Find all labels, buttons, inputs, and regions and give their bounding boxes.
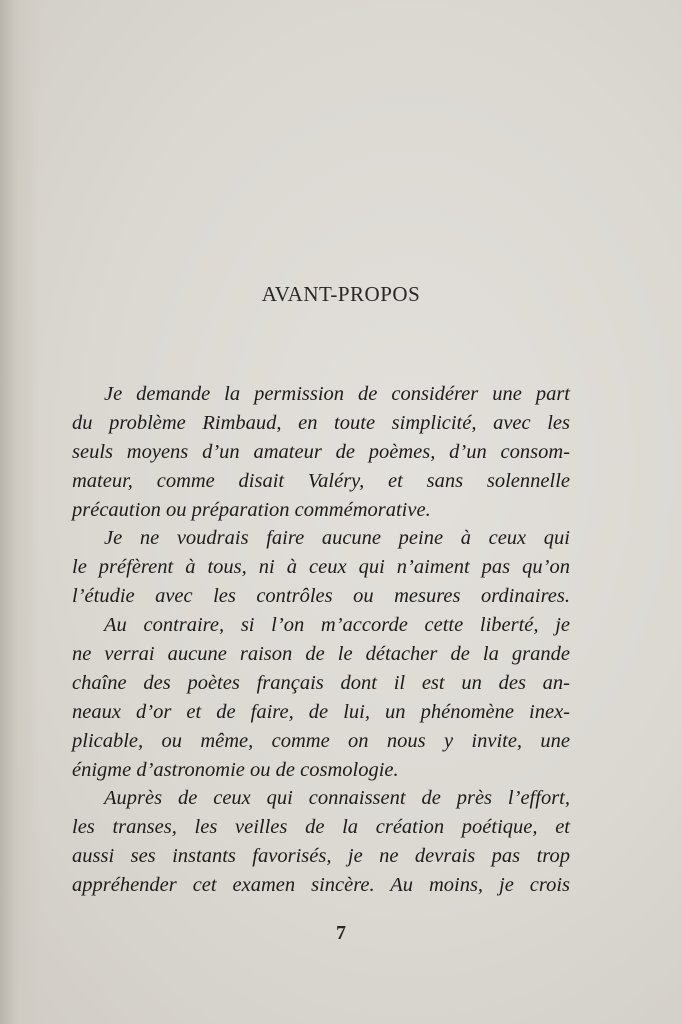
text-line: Je ne voudrais faire aucune peine à ceux qui <box>104 527 570 550</box>
text-line: énigme d’astronomie ou de cosmologie. <box>72 758 399 781</box>
page-number: 7 <box>336 922 346 944</box>
text-line: Auprès de ceux qui connaissent de près l’effort, <box>104 787 570 810</box>
text-line: plicable, ou même, comme on nous y invite, une <box>72 729 570 752</box>
text-line: Je demande la permission de considérer une part <box>104 383 570 405</box>
page-gutter-shadow <box>0 0 40 1024</box>
text-line: appréhender cet examen sincère. Au moins, je crois <box>72 874 570 897</box>
text-line: neaux d’or et de faire, de lui, un phénomène inex- <box>72 700 570 723</box>
text-line: les transes, les veilles de la création poétique, et <box>72 816 570 839</box>
chapter-heading: AVANT-PROPOS <box>261 282 421 306</box>
text-line: aussi ses instants favorisés, je ne devrais pas trop <box>72 845 570 868</box>
text-line: mateur, comme disait Valéry, et sans solennelle <box>72 469 570 492</box>
text-line: précaution ou préparation commémorative. <box>72 498 431 521</box>
text-line: le préfèrent à tous, ni à ceux qui n’aiment pas qu’on <box>72 556 570 579</box>
text-line: ne verrai aucune raison de le détacher de la grande <box>72 643 570 666</box>
text-line: Au contraire, si l’on m’accorde cette liberté, je <box>104 614 570 637</box>
body-text <box>72 380 570 900</box>
text-line: chaîne des poètes français dont il est un des an- <box>72 671 570 694</box>
text-line: seuls moyens d’un amateur de poèmes, d’un consom- <box>72 440 570 463</box>
text-line: l’étudie avec les contrôles ou mesures ordinaires. <box>72 585 570 608</box>
text-line: du problème Rimbaud, en toute simplicité, avec les <box>72 411 570 434</box>
